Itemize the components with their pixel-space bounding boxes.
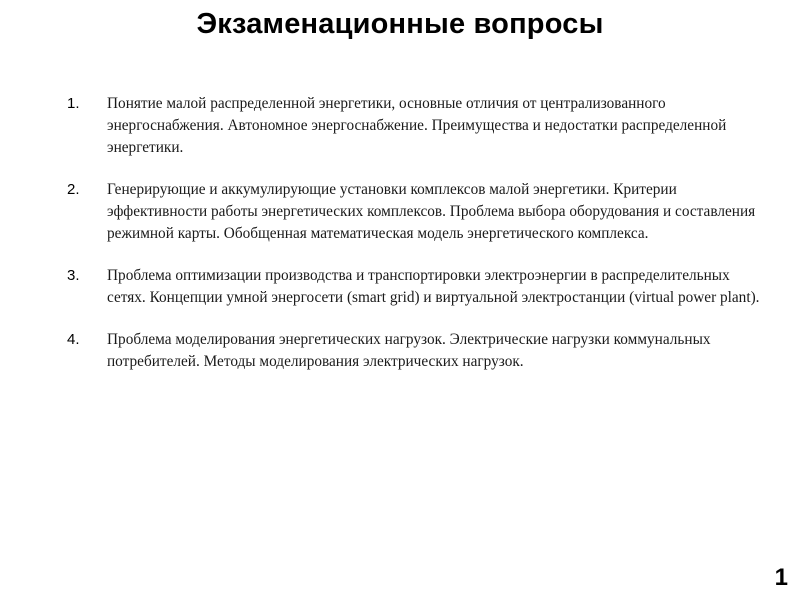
questions-list [67,93,767,393]
question-number: 2. [67,181,80,198]
question-number: 4. [67,331,80,348]
question-item [67,329,767,373]
question-text: Проблема оптимизации производства и транспортировки электроэнергии в распределительных сетях. Концепции умной энергосети (smart grid) и виртуальной электростанции (virtual power plant). [107,267,760,306]
slide-title: Экзаменационные вопросы [196,8,604,40]
question-number: 3. [67,267,80,284]
question-text: Генерирующие и аккумулирующие установки комплексов малой энергетики. Критерии эффективности работы энергетических комплексов. Проблема выбора оборудования и составления режимной карты. Обобщенная математическая модель энергетического комплекса. [107,181,756,242]
question-item [67,265,767,309]
question-text: Проблема моделирования энергетических нагрузок. Электрические нагрузки коммунальных потребителей. Методы моделирования электрических нагрузок. [107,331,711,370]
question-text: Понятие малой распределенной энергетики, основные отличия от централизованного энергоснабжения. Автономное энергоснабжение. Преимущества и недостатки распределенной энергетики. [107,95,727,156]
page-number: 1 [774,564,788,591]
question-item [67,93,767,159]
question-number: 1. [67,95,80,112]
question-item [67,179,767,245]
